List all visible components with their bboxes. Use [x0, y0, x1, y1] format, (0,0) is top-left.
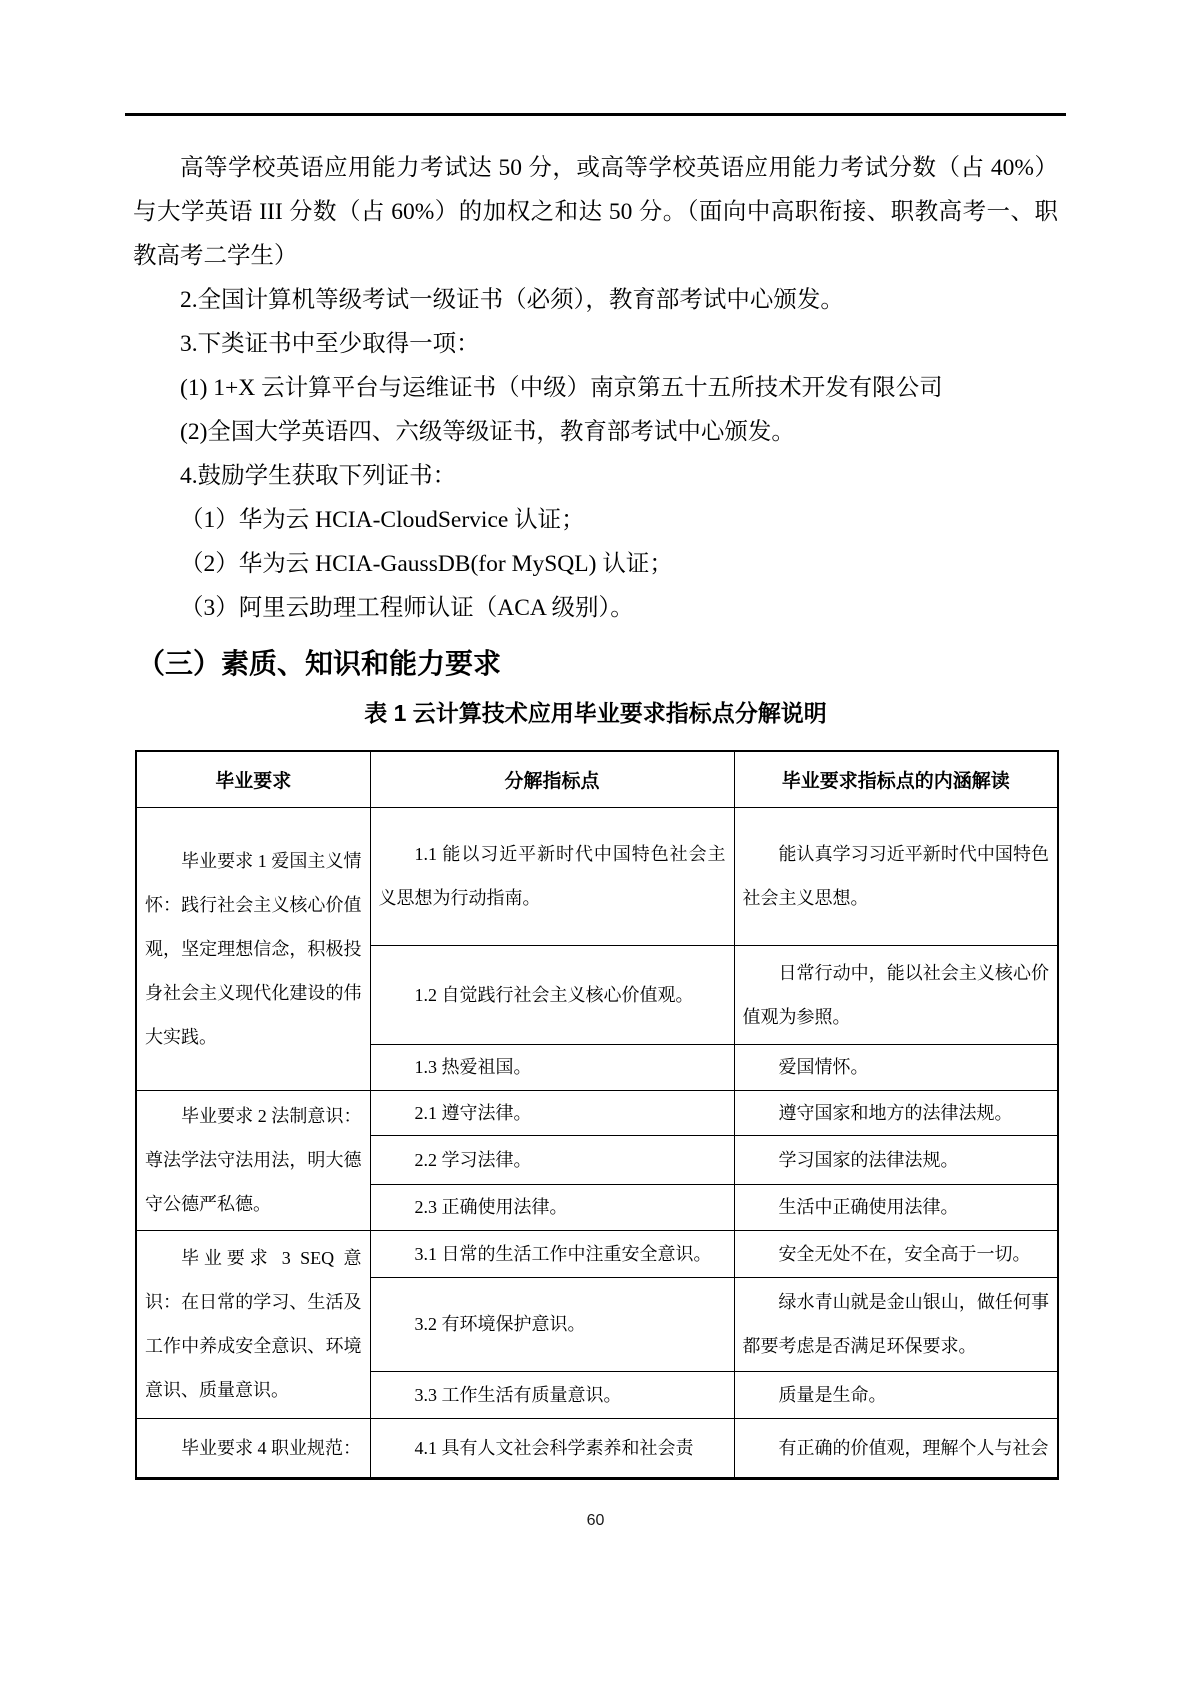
indicator-cell: 2.2 学习法律。 [370, 1135, 734, 1184]
interpretation-cell: 爱国情怀。 [734, 1044, 1058, 1090]
interpretation-cell: 日常行动中，能以社会主义核心价值观为参照。 [734, 945, 1058, 1044]
list-item: （3）阿里云助理工程师认证（ACA 级别）。 [180, 595, 634, 621]
list-item: （1）华为云 HCIA-CloudService 认证； [180, 507, 585, 533]
requirement-cell: 毕业要求 4 职业规范： [136, 1418, 370, 1478]
table-title: 表 1 云计算技术应用毕业要求指标点分解说明 [364, 700, 827, 726]
table-row [136, 807, 1058, 945]
indicator-cell: 4.1 具有人文社会科学素养和社会责 [370, 1418, 734, 1478]
indicator-cell: 3.2 有环境保护意识。 [370, 1277, 734, 1371]
list-item: 4.鼓励学生获取下列证书： [180, 463, 457, 489]
interpretation-cell: 遵守国家和地方的法律法规。 [734, 1090, 1058, 1135]
list-item: （2）华为云 HCIA-GaussDB(for MySQL) 认证； [180, 551, 673, 577]
column-header-interpretation: 毕业要求指标点的内涵解读 [734, 751, 1058, 807]
table-row [136, 1090, 1058, 1135]
page-number: 60 [586, 1512, 605, 1529]
interpretation-cell: 能认真学习习近平新时代中国特色社会主义思想。 [734, 807, 1058, 945]
indicator-cell: 1.2 自觉践行社会主义核心价值观。 [370, 945, 734, 1044]
interpretation-cell: 安全无处不在，安全高于一切。 [734, 1230, 1058, 1277]
indicator-cell: 1.1 能以习近平新时代中国特色社会主义思想为行动指南。 [370, 807, 734, 945]
requirements-table [135, 750, 1059, 1480]
interpretation-cell: 生活中正确使用法律。 [734, 1184, 1058, 1230]
interpretation-cell: 质量是生命。 [734, 1371, 1058, 1418]
list-item: (2)全国大学英语四、六级等级证书，教育部考试中心颁发。 [180, 419, 795, 445]
indicator-cell: 1.3 热爱祖国。 [370, 1044, 734, 1090]
interpretation-cell: 学习国家的法律法规。 [734, 1135, 1058, 1184]
section-heading: （三）素质、知识和能力要求 [137, 648, 502, 679]
indicator-cell: 3.3 工作生活有质量意识。 [370, 1371, 734, 1418]
indicator-cell: 3.1 日常的生活工作中注重安全意识。 [370, 1230, 734, 1277]
requirement-cell: 毕业要求 1 爱国主义情怀：践行社会主义核心价值观，坚定理想信念，积极投身社会主义现代化建设的伟大实践。 [136, 807, 370, 1090]
indicator-cell: 2.3 正确使用法律。 [370, 1184, 734, 1230]
list-item: 3.下类证书中至少取得一项： [180, 331, 480, 357]
table-header-row [136, 751, 1058, 807]
column-header-requirement: 毕业要求 [136, 751, 370, 807]
indicator-cell: 2.1 遵守法律。 [370, 1090, 734, 1135]
interpretation-cell: 有正确的价值观，理解个人与社会 [734, 1418, 1058, 1478]
requirement-cell: 毕业要求 2 法制意识：尊法学法守法用法，明大德守公德严私德。 [136, 1090, 370, 1230]
list-item: (1) 1+X 云计算平台与运维证书（中级）南京第五十五所技术开发有限公司 [180, 375, 943, 401]
table-row [136, 1418, 1058, 1478]
column-header-indicator: 分解指标点 [370, 751, 734, 807]
list-item: 2.全国计算机等级考试一级证书（必须），教育部考试中心颁发。 [180, 287, 844, 313]
interpretation-cell: 绿水青山就是金山银山，做任何事都要考虑是否满足环保要求。 [734, 1277, 1058, 1371]
header-rule [125, 113, 1066, 116]
table-row [136, 1230, 1058, 1277]
requirement-cell: 毕业要求 3 SEQ 意识：在日常的学习、生活及工作中养成安全意识、环境意识、质量意识。 [136, 1230, 370, 1418]
paragraph: 高等学校英语应用能力考试达 50 分，或高等学校英语应用能力考试分数（占 40%）与大学英语 III 分数（占 60%）的加权之和达 50 分。（面向中高职衔接、职教高考一、职教高考二学生） [133, 155, 1058, 269]
page-content [133, 146, 1058, 1480]
